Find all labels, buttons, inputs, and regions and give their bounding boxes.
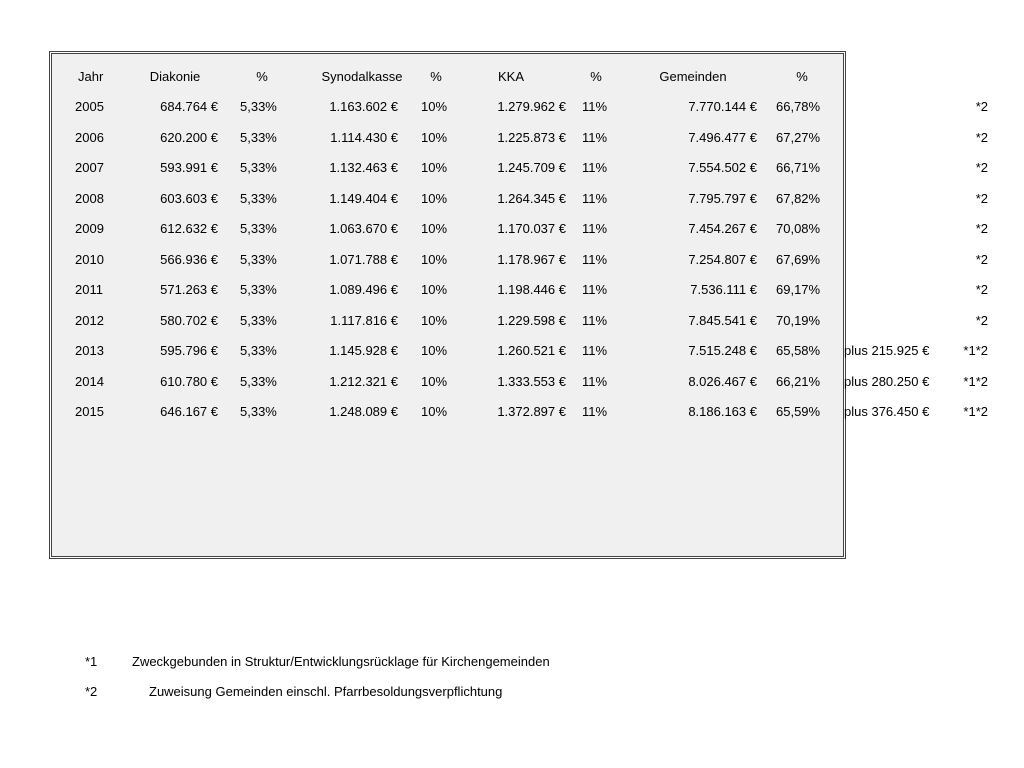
table-cell-p3: 11%	[582, 160, 608, 175]
table-cell-diakonie: 612.632 €	[160, 221, 218, 236]
table-cell-diakonie: 566.936 €	[160, 252, 218, 267]
table-cell-synodalkasse: 1.063.670 €	[329, 221, 398, 236]
table-cell-p1: 5,33%	[240, 252, 277, 267]
table-cell-p4: 69,17%	[776, 282, 821, 297]
table-cell-jahr: 2013	[75, 343, 104, 358]
table-cell-jahr: 2014	[75, 374, 104, 389]
table-cell-p4: 65,59%	[776, 404, 821, 419]
table-cell-kka: 1.178.967 €	[497, 252, 566, 267]
table-cell-note: *2	[975, 221, 988, 236]
table-cell-kka: 1.264.345 €	[497, 191, 566, 206]
table-cell-extra: plus 376.450 €	[844, 404, 930, 419]
table-cell-gemeinden: 7.515.248 €	[688, 343, 757, 358]
table-cell-p4: 66,21%	[776, 374, 821, 389]
table-cell-kka: 1.333.553 €	[497, 374, 566, 389]
table-cell-diakonie: 603.603 €	[160, 191, 218, 206]
table-cell-p2: 10%	[421, 191, 448, 206]
table-cell-jahr: 2011	[75, 282, 103, 297]
table-cell-synodalkasse: 1.117.816 €	[330, 313, 398, 328]
table-cell-p4: 70,08%	[776, 221, 821, 236]
table-cell-p3: 11%	[582, 374, 608, 389]
table-cell-synodalkasse: 1.132.463 €	[329, 160, 398, 175]
footnote-text: Zuweisung Gemeinden einschl. Pfarrbesoldungsverpflichtung	[149, 684, 503, 699]
table-cell-p2: 10%	[421, 252, 448, 267]
table-cell-synodalkasse: 1.089.496 €	[329, 282, 398, 297]
table-cell-gemeinden: 7.795.797 €	[688, 191, 757, 206]
table-cell-jahr: 2010	[75, 252, 104, 267]
table-cell-kka: 1.170.037 €	[497, 221, 566, 236]
table-cell-gemeinden: 7.254.807 €	[688, 252, 757, 267]
table-cell-kka: 1.225.873 €	[497, 130, 566, 145]
table-cell-p3: 11%	[582, 313, 608, 328]
table-cell-note: *2	[975, 313, 988, 328]
table-cell-p1: 5,33%	[240, 343, 277, 358]
table-cell-gemeinden: 7.845.541 €	[688, 313, 757, 328]
column-header: %	[430, 69, 442, 84]
column-header: KKA	[497, 69, 524, 84]
table-cell-note: *1*2	[963, 404, 988, 419]
table-cell-gemeinden: 7.454.267 €	[688, 221, 757, 236]
table-cell-p2: 10%	[421, 130, 448, 145]
table-cell-jahr: 2006	[75, 130, 104, 145]
table-cell-p1: 5,33%	[240, 191, 277, 206]
table-cell-diakonie: 571.263 €	[160, 282, 218, 297]
table-cell-diakonie: 593.991 €	[160, 160, 218, 175]
table-cell-jahr: 2015	[75, 404, 104, 419]
table-cell-p3: 11%	[582, 130, 608, 145]
table-cell-p3: 11%	[582, 404, 608, 419]
table-cell-jahr: 2009	[75, 221, 104, 236]
table-cell-p4: 65,58%	[776, 343, 821, 358]
table-cell-gemeinden: 8.186.163 €	[688, 404, 757, 419]
table-cell-diakonie: 684.764 €	[160, 99, 218, 114]
table-cell-jahr: 2012	[75, 313, 104, 328]
table-cell-gemeinden: 7.770.144 €	[688, 99, 757, 114]
table-cell-jahr: 2008	[75, 191, 104, 206]
table-cell-p4: 67,69%	[776, 252, 821, 267]
table-cell-p2: 10%	[421, 404, 448, 419]
table-cell-synodalkasse: 1.163.602 €	[329, 99, 398, 114]
table-cell-p1: 5,33%	[240, 282, 277, 297]
table-cell-diakonie: 610.780 €	[160, 374, 218, 389]
table-cell-note: *2	[975, 191, 988, 206]
table-cell-note: *1*2	[963, 374, 988, 389]
table-cell-p4: 66,78%	[776, 99, 821, 114]
table-cell-p3: 11%	[582, 343, 608, 358]
table-cell-p3: 11%	[582, 191, 608, 206]
column-header: %	[796, 69, 808, 84]
table-cell-p4: 67,82%	[776, 191, 821, 206]
column-header: Synodalkasse	[321, 69, 403, 84]
table-cell-gemeinden: 7.554.502 €	[688, 160, 757, 175]
table-cell-p3: 11%	[582, 282, 608, 297]
table-cell-note: *1*2	[963, 343, 988, 358]
table-cell-note: *2	[975, 160, 988, 175]
table-cell-p2: 10%	[421, 221, 448, 236]
column-header: Gemeinden	[659, 69, 727, 84]
table-cell-p3: 11%	[582, 252, 608, 267]
table-cell-note: *2	[975, 282, 988, 297]
table-cell-synodalkasse: 1.212.321 €	[329, 374, 398, 389]
table-cell-jahr: 2005	[75, 99, 104, 114]
table-cell-p1: 5,33%	[240, 374, 277, 389]
table-cell-extra: plus 215.925 €	[844, 343, 930, 358]
table-cell-synodalkasse: 1.149.404 €	[329, 191, 398, 206]
table-cell-p3: 11%	[582, 221, 608, 236]
table-cell-note: *2	[975, 130, 988, 145]
column-header: %	[590, 69, 602, 84]
table-cell-gemeinden: 7.496.477 €	[688, 130, 757, 145]
footnote-marker: *1	[85, 654, 98, 669]
column-header: Diakonie	[149, 69, 201, 84]
table-cell-p1: 5,33%	[240, 160, 277, 175]
table-cell-p2: 10%	[421, 99, 448, 114]
table-cell-gemeinden: 7.536.111 €	[690, 282, 757, 297]
table-cell-jahr: 2007	[75, 160, 104, 175]
table-cell-p1: 5,33%	[240, 99, 277, 114]
table-cell-p1: 5,33%	[240, 221, 277, 236]
table-cell-p1: 5,33%	[240, 313, 277, 328]
table-cell-p4: 70,19%	[776, 313, 821, 328]
column-header: Jahr	[78, 69, 104, 84]
table-cell-kka: 1.372.897 €	[497, 404, 566, 419]
table-cell-gemeinden: 8.026.467 €	[688, 374, 757, 389]
table-cell-synodalkasse: 1.145.928 €	[329, 343, 398, 358]
table-cell-diakonie: 580.702 €	[160, 313, 218, 328]
table-cell-extra: plus 280.250 €	[844, 374, 930, 389]
table-cell-p4: 66,71%	[776, 160, 821, 175]
table-cell-p1: 5,33%	[240, 404, 277, 419]
table-cell-diakonie: 595.796 €	[160, 343, 218, 358]
table-cell-kka: 1.260.521 €	[497, 343, 566, 358]
table-cell-p4: 67,27%	[776, 130, 821, 145]
footnote-text: Zweckgebunden in Struktur/Entwicklungsrücklage für Kirchengemeinden	[132, 654, 550, 669]
column-header: %	[256, 69, 268, 84]
table-cell-p2: 10%	[421, 282, 448, 297]
table-cell-kka: 1.198.446 €	[497, 282, 566, 297]
table-cell-diakonie: 620.200 €	[160, 130, 218, 145]
table-cell-kka: 1.245.709 €	[497, 160, 566, 175]
table-cell-note: *2	[975, 99, 988, 114]
table-cell-p2: 10%	[421, 313, 448, 328]
table-cell-kka: 1.279.962 €	[497, 99, 566, 114]
table-cell-note: *2	[975, 252, 988, 267]
table-cell-kka: 1.229.598 €	[497, 313, 566, 328]
table-cell-p2: 10%	[421, 343, 448, 358]
table-cell-p1: 5,33%	[240, 130, 277, 145]
table-cell-p3: 11%	[582, 99, 608, 114]
table-cell-synodalkasse: 1.071.788 €	[329, 252, 398, 267]
table-cell-p2: 10%	[421, 374, 448, 389]
table-cell-synodalkasse: 1.114.430 €	[330, 130, 398, 145]
footnote-marker: *2	[85, 684, 98, 699]
table-cell-p2: 10%	[421, 160, 448, 175]
table-cell-synodalkasse: 1.248.089 €	[329, 404, 398, 419]
table-cell-diakonie: 646.167 €	[160, 404, 218, 419]
